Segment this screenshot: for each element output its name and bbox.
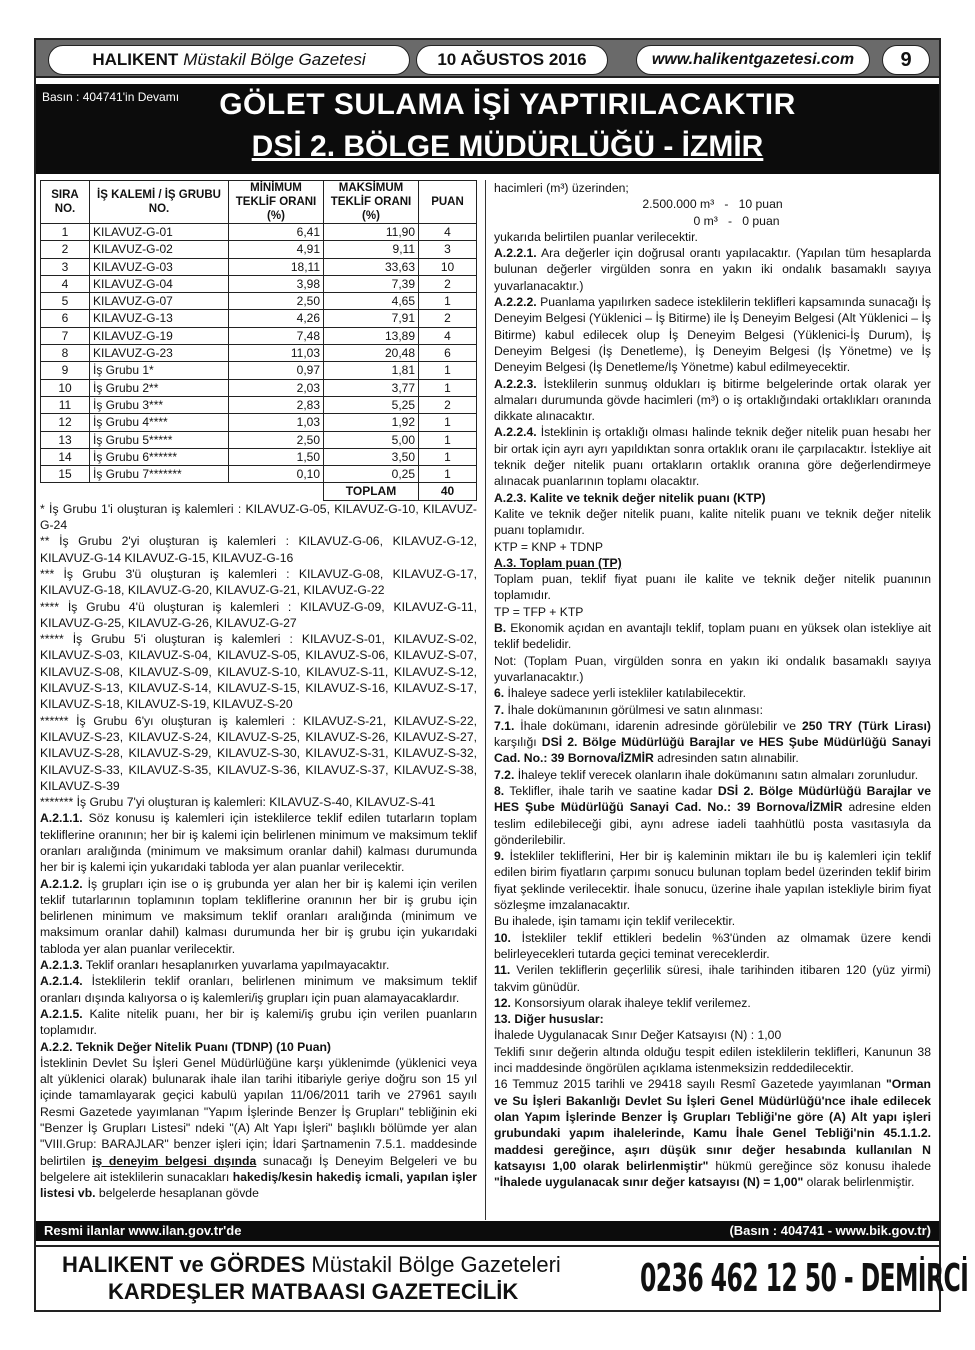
table-row	[41, 379, 477, 396]
footer-ilan-link[interactable]: Resmi ilanlar www.ilan.gov.tr'de	[44, 1223, 242, 1238]
a223-text: İsteklilerin sunmuş oldukları iş bitirme belgelerinde ortak olarak yer almaları durumunda gövde hacimleri (m³) o iş ortaklığındaki ortaklıkları oranında dikkate alınacaktır.	[494, 376, 931, 424]
total-value: 40	[419, 483, 477, 500]
a215-text: Kalite nitelik puanı, her bir iş kalemi/iş grubu için verilen puanların toplamıdır.	[40, 1006, 477, 1038]
min-cell: 18,11	[229, 258, 324, 275]
s71-address: DSİ 2. Bölge Müdürlüğü Barajlar ve HES Şube Müdürlüğü Sanayi Cad. No.: 39 Bornova/İZMİR	[494, 735, 932, 766]
title-block	[36, 84, 939, 174]
puan-cell: 1	[419, 379, 477, 396]
header-is-kalemi: İŞ KALEMİ / İŞ GRUBU NO.	[90, 181, 229, 224]
a215-heading: A.2.1.5.	[40, 1006, 83, 1021]
a223-heading: A.2.2.3.	[494, 376, 537, 391]
max-cell: 0,25	[324, 466, 419, 483]
is-kalemi-cell: KILAVUZ-G-01	[90, 224, 229, 241]
header-bar	[34, 38, 941, 78]
para-7	[494, 702, 931, 718]
s9-heading: 9.	[494, 849, 505, 864]
group2-note: ** İş Grubu 2'yi oluşturan iş kalemleri : KILAVUZ-G-06, KILAVUZ-G-12, KILAVUZ-G-14 KILAVUZ-G-15, KILAVUZ-G-16	[40, 534, 477, 565]
s13-text-e: hükmü gereğince söz konusu ihalede	[708, 1158, 931, 1173]
b-text: Ekonomik açıdan en avantajlı teklif, toplam puanı en yüksek olan istekliye ait teklif bedelidir.	[494, 621, 931, 652]
score-table	[40, 180, 477, 501]
heading-a22	[40, 1039, 477, 1055]
para-a212	[40, 876, 477, 957]
max-cell: 33,63	[324, 258, 419, 275]
s8-text-a: Teklifler, ihale tarih ve saatine kadar	[504, 783, 718, 798]
table-row	[41, 258, 477, 275]
s11-heading: 11.	[494, 963, 511, 978]
footer-bik-note: (Basın : 404741 - www.bik.gov.tr)	[729, 1223, 931, 1238]
column-divider	[485, 180, 486, 1220]
sira-cell: 2	[41, 241, 90, 258]
footer-phone: 0236 462 12 50 - DEMİRCİ	[640, 1256, 969, 1300]
a213-heading: A.2.1.3.	[40, 958, 83, 973]
group5-note: ***** İş Grubu 5'i oluşturan iş kalemleri : KILAVUZ-S-01, KILAVUZ-S-02, KILAVUZ-S-03, KILAVUZ-S-04, KILAVUZ-S-05, KILAVUZ-S-06, KILAVUZ-S-07, KILAVUZ-S-08, KILAVUZ-S-09, KILAVUZ-S-10, KILAVUZ-S-11, KILAVUZ-S-12, KILAVUZ-S-13, KILAVUZ-S-14, KILAVUZ-S-15, KILAVUZ-S-16, KILAVUZ-S-17, KILAVUZ-S-18, KILAVUZ-S-19, KILAVUZ-S-20	[40, 632, 477, 712]
is-kalemi-cell: KILAVUZ-G-19	[90, 327, 229, 344]
table-row	[41, 293, 477, 310]
s71-fee: 250 TRY (Türk Lirası)	[802, 718, 931, 733]
s6-heading: 6.	[494, 686, 505, 701]
is-kalemi-cell: İş Grubu 5*****	[90, 431, 229, 448]
para-a23: Kalite ve teknik değer nitelik puanı, kalite nitelik puanı ve teknik değer nitelik puanı toplamıdır.	[494, 506, 931, 538]
s7-text: İhale dokümanının görülmesi ve satın alınması:	[504, 702, 763, 717]
para-a211	[40, 810, 477, 875]
is-kalemi-cell: İş Grubu 1*	[90, 362, 229, 379]
is-kalemi-cell: KILAVUZ-G-13	[90, 310, 229, 327]
table-row	[41, 224, 477, 241]
para-72	[494, 767, 931, 783]
min-cell: 11,03	[229, 345, 324, 362]
para-a3: Toplam puan, teklif fiyat puanı ile kalite ve teknik değer nitelik puanının toplamıdır.	[494, 572, 931, 603]
min-cell: 1,03	[229, 414, 324, 431]
footer-divider	[36, 1245, 939, 1247]
b-heading: B.	[494, 621, 507, 636]
para-b	[494, 620, 931, 653]
table-row	[41, 431, 477, 448]
puan-cell: 6	[419, 345, 477, 362]
para-a214	[40, 973, 477, 1006]
para-a223	[494, 376, 931, 425]
sira-cell: 8	[41, 345, 90, 362]
max-cell: 4,65	[324, 293, 419, 310]
a214-text: İsteklilerin teklif oranları, belirlenen minimum ve maksimum teklif oranları dışında kalıyorsa o iş kalemleri/iş grupları için puan alamayacaklardır.	[40, 974, 477, 1005]
group1-note: * İş Grubu 1'i oluşturan iş kalemleri : KILAVUZ-G-05, KILAVUZ-G-10, KILAVUZ-G-24	[40, 501, 477, 533]
sira-cell: 7	[41, 327, 90, 344]
max-cell: 3,50	[324, 448, 419, 465]
a22-bold: hakediş/kesin hakediş icmali, yapılan işler listesi vb.	[40, 1169, 478, 1201]
table-body	[41, 224, 477, 483]
max-cell: 3,77	[324, 379, 419, 396]
sira-cell: 12	[41, 414, 90, 431]
para-13b: Teklifi sınır değerin altında olduğu tespit edilen isteklilerin teklifleri, Kanunun 38 inci maddesinde öngörülen açıklama istenmeksizin reddedilecektir.	[494, 1044, 931, 1076]
min-cell: 4,91	[229, 241, 324, 258]
s72-text: İhaleye teklif verecek olanların ihale dokümanını satın almaları zorunludur.	[514, 767, 919, 782]
issue-date: 10 AĞUSTOS 2016	[437, 50, 587, 69]
footer-papers-rest: Müstakil Bölge Gazeteleri	[305, 1252, 561, 1277]
a221-heading: A.2.2.1.	[494, 246, 537, 261]
min-cell: 2,50	[229, 293, 324, 310]
min-cell: 2,03	[229, 379, 324, 396]
group4-note: **** İş Grubu 4'ü oluşturan iş kalemleri : KILAVUZ-G-09, KILAVUZ-G-11, KILAVUZ-G-25, KILAVUZ-G-26, KILAVUZ-G-27	[40, 599, 477, 630]
s10-text: İstekliler teklif ettikleri bedelin %3'ünden az olmamak üzere kendi belirleyecekleri tutarda geçici teminat vereceklerdir.	[494, 930, 931, 961]
r-hacim: hacimleri (m³) üzerinden;	[494, 181, 629, 195]
s6-text: İhaleye sadece yerli istekliler katılabilecektir.	[504, 686, 746, 701]
s7-heading: 7.	[494, 702, 505, 717]
total-spacer	[41, 483, 324, 500]
table-row	[41, 448, 477, 465]
header-minimum: MİNİMUM TEKLİF ORANI (%)	[229, 181, 324, 224]
table-row	[41, 327, 477, 344]
s8-text-c: adresine elden teslim edilebileceği gibi, aynı adrese iadeli taahhütlü posta vasıtasıyla da gönderilebilir.	[494, 800, 931, 847]
website-url: www.halikentgazetesi.com	[651, 51, 855, 68]
right-column	[494, 180, 931, 1190]
puan-cell: 1	[419, 448, 477, 465]
para-a215	[40, 1006, 477, 1039]
min-cell: 6,41	[229, 224, 324, 241]
sira-cell: 1	[41, 224, 90, 241]
footer-bar	[36, 1221, 939, 1241]
is-kalemi-cell: KILAVUZ-G-23	[90, 345, 229, 362]
max-cell: 7,91	[324, 310, 419, 327]
para-a224	[494, 424, 931, 489]
a23-heading: A.2.3. Kalite ve teknik değer nitelik puanı (KTP)	[494, 490, 766, 505]
page-number: 9	[900, 48, 912, 71]
a22-text-2: sunacağı İş Deneyim Belgeleri ve bu belgelere ait isteklilerin sunacakları	[40, 1153, 477, 1184]
puan-cell: 1	[419, 414, 477, 431]
min-cell: 2,50	[229, 431, 324, 448]
r-puan-2: 0 m³ - 0 puan	[693, 213, 780, 228]
puan-cell: 10	[419, 258, 477, 275]
table-row	[41, 396, 477, 413]
table-header-row	[41, 181, 477, 224]
headline-1: GÖLET SULAMA İŞİ YAPTIRILACAKTIR	[219, 88, 796, 121]
group3-note: *** İş Grubu 3'ü oluşturan iş kalemleri : KILAVUZ-G-08, KILAVUZ-G-17, KILAVUZ-G-18, KILAVUZ-G-20, KILAVUZ-G-21, KILAVUZ-G-22	[40, 566, 477, 598]
para-a22	[40, 1055, 477, 1202]
a3-heading: A.3. Toplam puan (TP)	[494, 555, 622, 570]
table-row	[41, 310, 477, 327]
a213-text: Teklif oranları hesaplanırken yuvarlama yapılmayacaktır.	[82, 958, 390, 973]
para-13a: İhalede Uygulanacak Sınır Değer Katsayısı (N) : 1,00	[494, 1028, 782, 1043]
para-12	[494, 995, 931, 1011]
s10-heading: 10.	[494, 930, 511, 945]
is-kalemi-cell: KILAVUZ-G-02	[90, 241, 229, 258]
is-kalemi-cell: İş Grubu 2**	[90, 379, 229, 396]
puan-cell: 1	[419, 362, 477, 379]
a22-underlined: iş deneyim belgesi dışında	[92, 1153, 257, 1168]
left-column	[40, 180, 477, 1202]
s8-heading: 8.	[494, 783, 505, 798]
para-a213	[40, 957, 477, 973]
sira-cell: 3	[41, 258, 90, 275]
sira-cell: 11	[41, 396, 90, 413]
heading-13	[494, 1011, 931, 1027]
is-kalemi-cell: İş Grubu 7*******	[90, 466, 229, 483]
a22-text-1: İsteklinin Devlet Su İşleri Genel Müdürlüğüne karşı yüklenimde (yüklenici veya alt yüklenici olarak) bulunarak ihale ilan tarihi itibariyle geriye doğru son 15 yıl içinde tamamlayarak geçici kabulü yapılan 11/06/2011 tarih ve 27961 sayılı Resmi Gazetede yayımlanan "Yapım İşlerinde Benzer İş Grupları" tebliğinin eki "Benzer İş Grupları Listesi" ndeki "(A) Alt Yapı İşleri" başlıklı bölümde yer alan "VIII.Grup: BARAJLAR" benzer işleri için; İdari Şartnamenin 7.5.1. maddesinde belirtilen	[40, 1055, 477, 1168]
max-cell: 5,00	[324, 431, 419, 448]
date-pill	[416, 45, 608, 75]
table-row	[41, 414, 477, 431]
basin-note: Basın : 404741'in Devamı	[42, 90, 180, 104]
min-cell: 3,98	[229, 275, 324, 292]
para-11	[494, 962, 931, 995]
group6-note: ****** İş Grubu 6'yı oluşturan iş kalemleri : KILAVUZ-S-21, KILAVUZ-S-22, KILAVUZ-S-23, KILAVUZ-S-24, KILAVUZ-S-25, KILAVUZ-S-26, KILAVUZ-S-27, KILAVUZ-S-28, KILAVUZ-S-29, KILAVUZ-S-30, KILAVUZ-S-31, KILAVUZ-S-32, KILAVUZ-S-33, KILAVUZ-S-35, KILAVUZ-S-36, KILAVUZ-S-37, KILAVUZ-S-38, KILAVUZ-S-39	[40, 713, 477, 793]
paper-name-pill	[48, 45, 410, 75]
min-cell: 0,97	[229, 362, 324, 379]
a214-heading: A.2.1.4.	[40, 974, 83, 989]
footer-papers	[62, 1252, 561, 1278]
max-cell: 11,90	[324, 224, 419, 241]
r-verilecek: yukarıda belirtilen puanlar verilecektir.	[494, 229, 698, 244]
header-sira: SIRA NO.	[41, 181, 90, 224]
max-cell: 1,81	[324, 362, 419, 379]
max-cell: 20,48	[324, 345, 419, 362]
puan-cell: 2	[419, 275, 477, 292]
s71-text-e: adresinden satın alınabilir.	[653, 751, 799, 766]
para-a221	[494, 245, 931, 294]
table-row	[41, 275, 477, 292]
s12-heading: 12.	[494, 995, 511, 1010]
para-8	[494, 783, 931, 848]
a212-text: İş grupları için ise o iş grubunda yer alan her bir iş kalemi için verilen teklif tutarlarının toplamının toplam tekliflerine oranının her bir iş grubu için belirlenen minimum ve maksimum teklif oranları aralığında (minimum ve maksimum oranlar dahil) kalması durumunda her bir iş grubu için yukarıdaki tabloda yer alan puanlar verilecektir.	[40, 876, 477, 956]
a22-heading: A.2.2. Teknik Değer Nitelik Puanı (TDNP) (10 Puan)	[40, 1039, 331, 1054]
para-9b: Bu ihalede, işin tamamı için teklif verilecektir.	[494, 914, 736, 929]
s13-quote: "Orman ve Su İşleri Bakanlığı Devlet Su İşleri Genel Müdürlüğü'nce ihale edilecek olan Yapım İşlerinde Benzer İş Grupları Tebliği'ne göre (A) Alt yapı işleri grubundaki yapım ihalelerinde, Kamu İhale Genel Tebliği'nin 45.1.1.2. maddesi gereğince, aşırı düşük sınır değer hesabında kullanılan N katsayısı 1,00 olarak belirlenmiştir"	[494, 1077, 931, 1173]
para-9	[494, 848, 931, 913]
s71-text-a: İhale dokümanı, idarenin adresinde görülebilir ve	[514, 718, 803, 733]
page-number-pill	[882, 45, 930, 75]
puan-cell: 4	[419, 224, 477, 241]
a222-heading: A.2.2.2.	[494, 295, 537, 310]
s8-address: DSİ 2. Bölge Müdürlüğü Barajlar ve HES Şube Müdürlüğü Sanayi Cad. No.: 39 Bornova/İZMİR	[494, 783, 931, 815]
a211-text: Söz konusu iş kalemleri için isteklilerce teklif edilen tutarların toplam tekliflerine oranının; her bir iş kalemi için belirlenen minimum ve maksimum teklif oranları aralığında (minimum ve maksimum oranlar dahil) kalması durumunda her bir iş kalemi için yukarıdaki tabloda yer alan puanlar verilecektir.	[40, 811, 477, 875]
a221-text: Ara değerler için doğrusal orantı yapılacaktır. (Yapılan tüm hesaplarda bulunan değerler virgülden sonra en yakın iki ondalık basamaklı sayıya yuvarlanacaktır.)	[494, 246, 931, 293]
sira-cell: 15	[41, 466, 90, 483]
min-cell: 4,26	[229, 310, 324, 327]
s13-text-c: 16 Temmuz 2015 tarihli ve 29418 sayılı Resmî Gazetede yayımlanan	[494, 1077, 886, 1092]
table-row	[41, 345, 477, 362]
formula-tp: TP = TFP + KTP	[494, 604, 584, 619]
total-label: TOPLAM	[324, 483, 419, 500]
s13-text-g: olarak belirlenmiştir.	[803, 1175, 915, 1190]
formula-ktp: KTP = KNP + TDNP	[494, 539, 604, 554]
s9-text: İstekliler tekliflerini, Her bir iş kaleminin miktarı ile bu iş kalemleri için teklif edilen birim fiyatların çarpımı sonucu bulunan toplam bedel üzerinden teklif birim fiyat şeklinde verilecektir. İhale sonucu, üzerine ihale yapılan istekliyle birim fiyat sözleşme imzalanacaktır.	[494, 849, 931, 913]
max-cell: 9,11	[324, 241, 419, 258]
para-6	[494, 685, 931, 701]
min-cell: 7,48	[229, 327, 324, 344]
is-kalemi-cell: İş Grubu 4****	[90, 414, 229, 431]
s71-heading: 7.1.	[494, 718, 515, 733]
r-puan-1: 2.500.000 m³ - 10 puan	[642, 197, 783, 212]
header-puan: PUAN	[419, 181, 477, 224]
table-total-row	[41, 483, 477, 500]
min-cell: 0,10	[229, 466, 324, 483]
group7-note: ******* İş Grubu 7'yi oluşturan iş kalemleri: KILAVUZ-S-40, KILAVUZ-S-41	[40, 795, 436, 810]
max-cell: 13,89	[324, 327, 419, 344]
sira-cell: 9	[41, 362, 90, 379]
paper-subtitle: Müstakil Bölge Gazetesi	[183, 50, 366, 69]
table-row	[41, 241, 477, 258]
is-kalemi-cell: KILAVUZ-G-04	[90, 275, 229, 292]
paper-name: HALIKENT	[92, 50, 179, 69]
puan-cell: 3	[419, 241, 477, 258]
sira-cell: 10	[41, 379, 90, 396]
puan-cell: 2	[419, 310, 477, 327]
a22-text-3: belgelerde hesaplanan gövde	[95, 1186, 259, 1201]
a222-text: Puanlama yapılırken sadece isteklilerin teklifleri kapsamında sunacağı İş Deneyim Belgesi (Yüklenici – İş Bitirme) ile İş Deneyim Belgesi (Alt Yüklenici – İş Bitirme) kabul edilecek olup İş Deneyim Belgesi (Yüklenici-İş Durum), İş Deneyim Belgesi (İş Denetleme), İş Deneyim Belgesi (İş Yönetme) ve İş Deneyim Belgesi (İş Denetleme/İş Yönetme) kabul edilmeyecektir.	[494, 295, 931, 375]
sira-cell: 6	[41, 310, 90, 327]
para-10	[494, 930, 931, 963]
footer-printer: KARDEŞLER MATBAASI GAZETECİLİK	[108, 1279, 519, 1304]
table-row	[41, 362, 477, 379]
a224-heading: A.2.2.4.	[494, 425, 537, 440]
puan-cell: 1	[419, 431, 477, 448]
puan-cell: 4	[419, 327, 477, 344]
sira-cell: 5	[41, 293, 90, 310]
puan-cell: 2	[419, 396, 477, 413]
a212-heading: A.2.1.2.	[40, 876, 83, 891]
heading-a23	[494, 490, 931, 506]
heading-a3	[494, 555, 931, 571]
puan-cell: 1	[419, 466, 477, 483]
is-kalemi-cell: KILAVUZ-G-03	[90, 258, 229, 275]
s71-text-c: karşılığı	[494, 735, 542, 750]
s72-heading: 7.2.	[494, 767, 515, 782]
sira-cell: 14	[41, 448, 90, 465]
website-pill	[636, 45, 870, 75]
footer-papers-bold: HALIKENT ve GÖRDES	[62, 1252, 306, 1277]
is-kalemi-cell: İş Grubu 3***	[90, 396, 229, 413]
s13-quote-2: "İhalede uygulanacak sınır değer katsayısı (N) = 1,00"	[494, 1175, 804, 1190]
header-maksimum: MAKSİMUM TEKLİF ORANI (%)	[324, 181, 419, 224]
s13-heading: 13. Diğer hususlar:	[494, 1012, 604, 1027]
max-cell: 5,25	[324, 396, 419, 413]
s11-text: Verilen tekliflerin geçerlilik süresi, ihale tarihinden itibaren 120 (yüz yirmi) takvim günüdür.	[494, 963, 931, 994]
a224-text: İsteklinin iş ortaklığı olması halinde teknik değer nitelik puan hesabı her bir ortak için ayrı ayrı yapıldıktan sonra ortaklık oranı ile çarpılacaktır. İstekliye ait teknik değer nitelik puanı ortakların ortaklık oranına göre değerlendirmeye alınacak puanlarının toplamı olacaktır.	[494, 425, 931, 489]
para-71	[494, 718, 931, 767]
headline-2: DSİ 2. BÖLGE MÜDÜRLÜĞÜ - İZMİR	[251, 130, 764, 163]
para-a222	[494, 294, 931, 375]
sira-cell: 13	[41, 431, 90, 448]
sira-cell: 4	[41, 275, 90, 292]
max-cell: 7,39	[324, 275, 419, 292]
table-row	[41, 466, 477, 483]
is-kalemi-cell: İş Grubu 6******	[90, 448, 229, 465]
is-kalemi-cell: KILAVUZ-G-07	[90, 293, 229, 310]
min-cell: 1,50	[229, 448, 324, 465]
a211-heading: A.2.1.1.	[40, 811, 83, 826]
max-cell: 1,92	[324, 414, 419, 431]
puan-cell: 1	[419, 293, 477, 310]
para-13c	[494, 1076, 931, 1190]
para-not: Not: (Toplam Puan, virgülden sonra en yakın iki ondalık basamaklı sayıya yuvarlanacaktır.)	[494, 653, 931, 684]
s12-text: Konsorsiyum olarak ihaleye teklif verilemez.	[510, 995, 751, 1010]
min-cell: 2,83	[229, 396, 324, 413]
